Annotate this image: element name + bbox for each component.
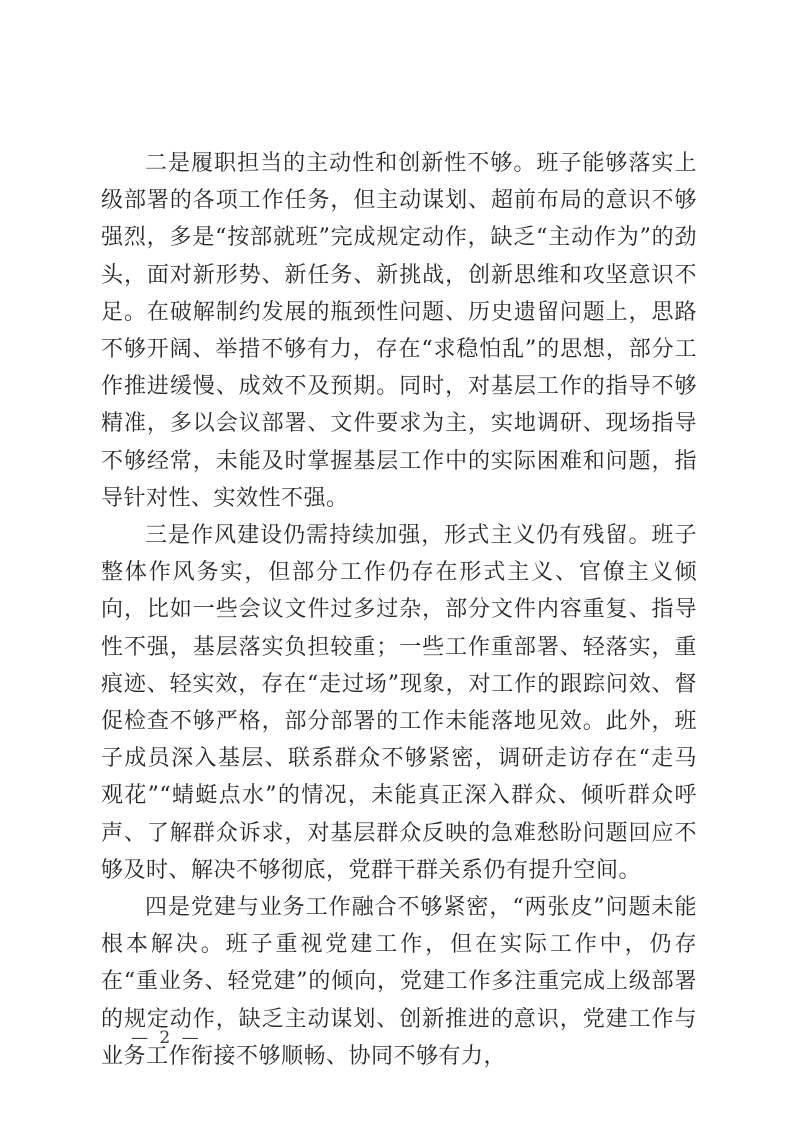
- page-number: — 2 —: [131, 1028, 202, 1048]
- paragraph-4: 四是党建与业务工作融合不够紧密，“两张皮”问题未能根本解决。班子重视党建工作，但在实际工作中，仍存在“重业务、轻党建”的倾向，党建工作多注重完成上级部署的规定动作，缺乏主动谋划、创新推进的意识，党建工作与业务工作衔接不够顺畅、协同不够有力，: [101, 895, 697, 1069]
- paragraph-2: 二是履职担当的主动性和创新性不够。班子能够落实上级部署的各项工作任务，但主动谋划、超前布局的意识不够强烈，多是“按部就班”完成规定动作，缺乏“主动作为”的劲头，面对新形势、新任务、新挑战，创新思维和攻坚意识不足。在破解制约发展的瓶颈性问题、历史遗留问题上，思路不够开阔、举措不够有力，存在“求稳怕乱”的思想，部分工作推进缓慢、成效不及预期。同时，对基层工作的指导不够精准，多以会议部署、文件要求为主，实地调研、现场指导不够经常，未能及时掌握基层工作中的实际困难和问题，指导针对性、实效性不强。: [101, 151, 697, 511]
- paragraph-3: 三是作风建设仍需持续加强，形式主义仍有残留。班子整体作风务实，但部分工作仍存在形式主义、官僚主义倾向，比如一些会议文件过多过杂，部分文件内容重复、指导性不强，基层落实负担较重；一些工作重部署、轻落实，重痕迹、轻实效，存在“走过场”现象，对工作的跟踪问效、督促检查不够严格，部分部署的工作未能落地见效。此外，班子成员深入基层、联系群众不够紧密，调研走访存在“走马观花”“蜻蜓点水”的情况，未能真正深入群众、倾听群众呼声、了解群众诉求，对基层群众反映的急难愁盼问题回应不够及时、解决不够彻底，党群干群关系仍有提升空间。: [101, 523, 697, 883]
- document-body: [101, 145, 697, 1075]
